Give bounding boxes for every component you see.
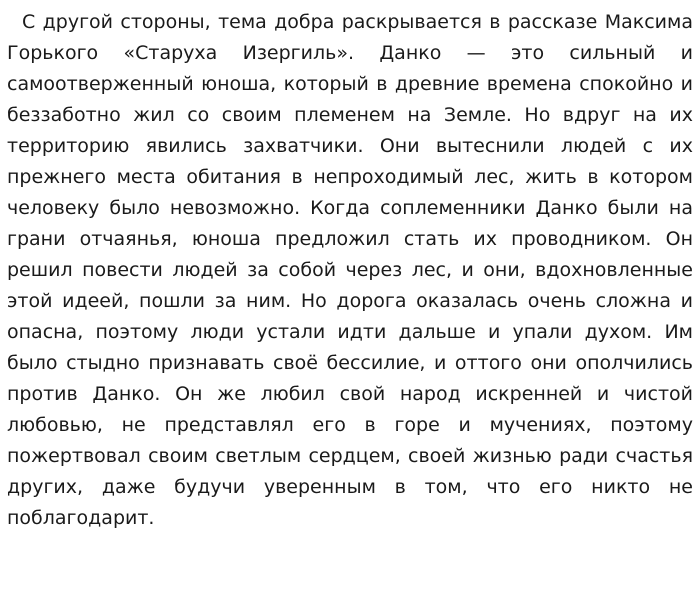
essay-paragraph: С другой стороны, тема добра раскрывается в рассказе Максима Горького «Старуха Изергиль». Данко — это сильный и самоотверженный юноша, который в древние времена спокойно и беззаботно жил со своим племенем на Земле. Но вдруг на их территорию явились захватчики. Они вытеснили людей с их прежнего места обитания в непроходимый лес, жить в котором человеку было невозможно. Когда соплеменники Данко были на грани отчаянья, юноша предложил стать их проводником. Он решил повести людей за собой через лес, и они, вдохновленные этой идеей, пошли за ним. Но дорога оказалась очень сложна и опасна, поэтому люди устали идти дальше и упали духом. Им было стыдно признавать своё бессилие, и оттого они ополчились против Данко. Он же любил свой народ искренней и чистой любовью, не представлял его в горе и мучениях, поэтому пожертвовал своим светлым сердцем, своей жизнью ради счастья других, даже будучи уверенным в том, что его никто не поблагодарит.	[7, 11, 693, 529]
